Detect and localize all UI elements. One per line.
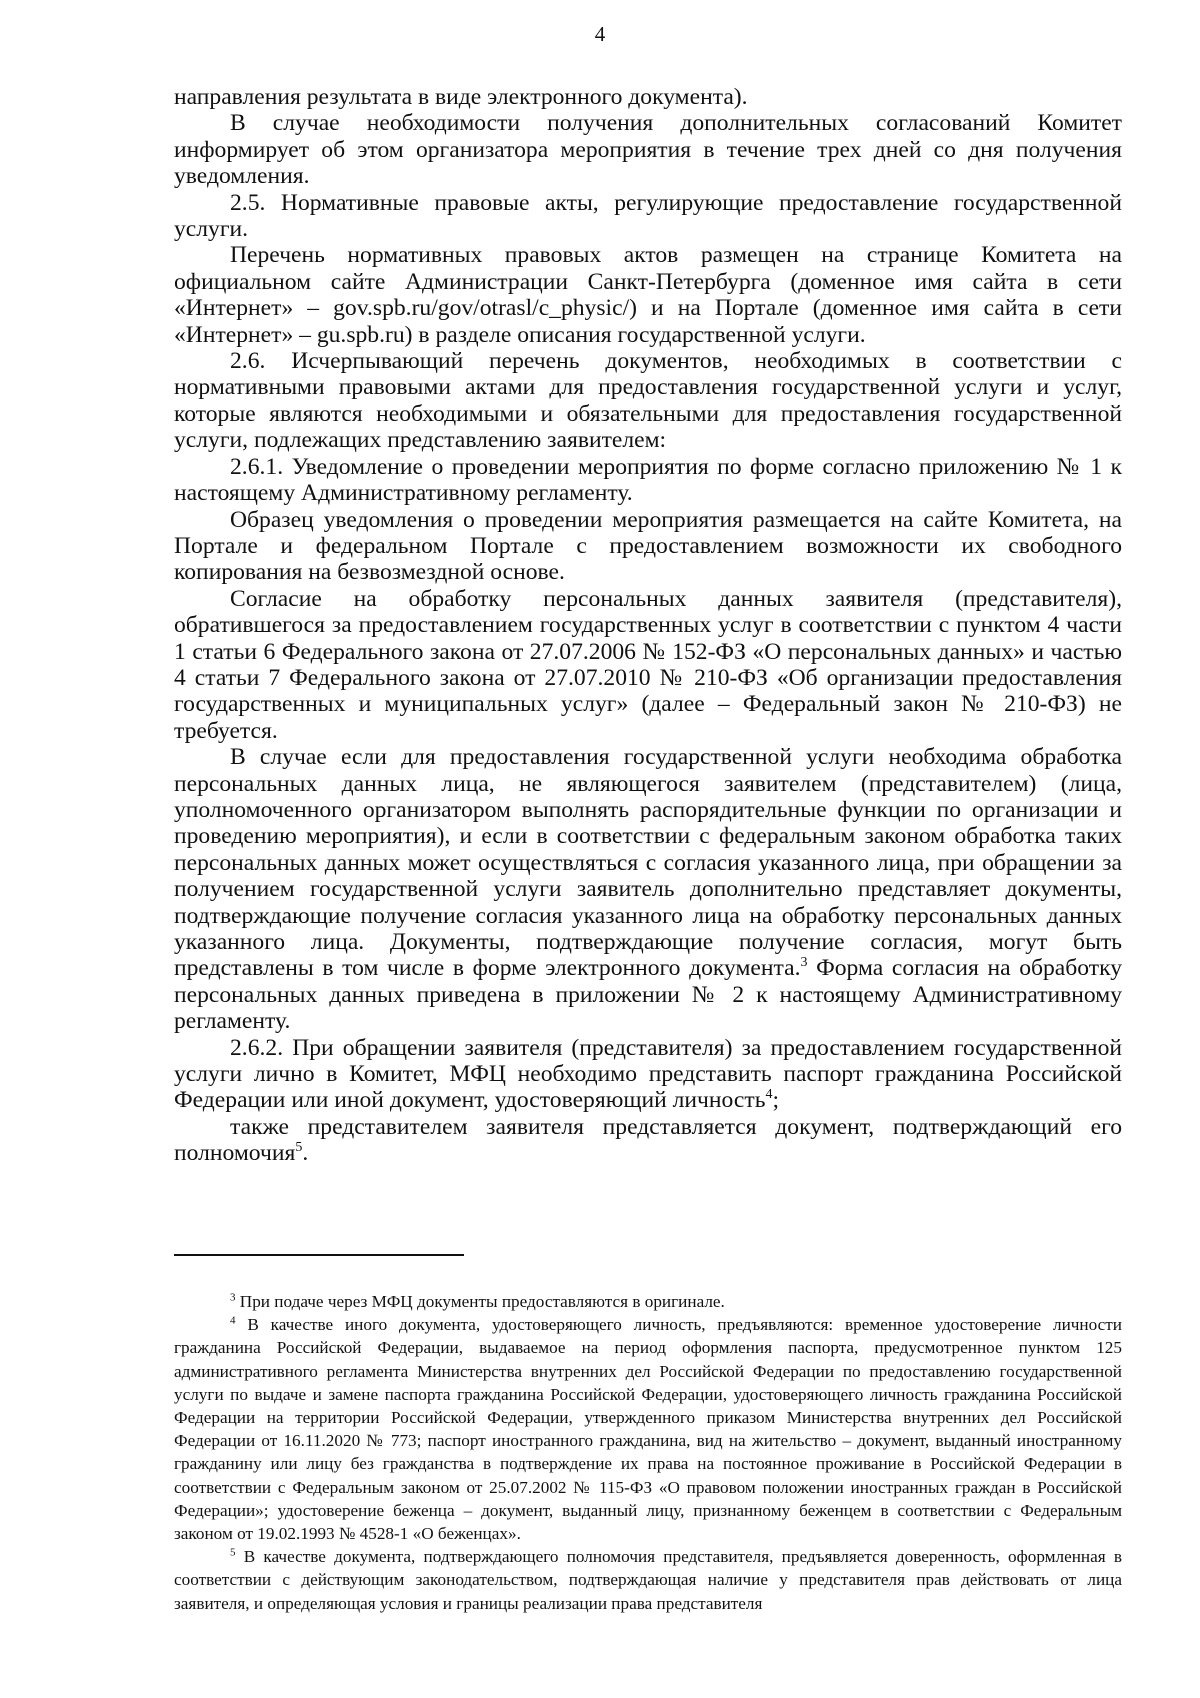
paragraph: 2.6. Исчерпывающий перечень документов, необходимых в соответствии с нормативными правовыми актами для предоставления государственной услуги и услуг, которые являются необходимыми и обязательными для предоставления государственной услуги, подлежащих представлению заявителем:	[174, 348, 1122, 454]
paragraph-text: В случае если для предоставления государственной услуги необходима обработка персональных данных лица, не являющегося заявителем (представителем) (лица, уполномоченного организатором выполнять распорядительные функции по организации и проведению мероприятия), и если в соответствии с федеральным законом обработка таких персональных данных может осуществляться с согласия указанного лица, при обращении за получением государственной услуги заявитель дополнительно представляет документы, подтверждающие получение согласия указанного лица на обработку персональных данных указанного лица. Документы, подтверждающие получение согласия, могут быть представлены в том числе в форме электронного документа.	[174, 744, 1122, 982]
footnote-ref[interactable]: 3	[800, 955, 808, 971]
footnote	[174, 1545, 1122, 1615]
paragraph: Согласие на обработку персональных данных заявителя (представителя), обратившегося за предоставлением государственных услуг в соответствии с пунктом 4 части 1 статьи 6 Федерального закона от 27.07.2006 № 152-ФЗ «О персональных данных» и частью 4 статьи 7 Федерального закона от 27.07.2010 № 210-ФЗ «Об организации предоставления государственных и муниципальных услуг» (далее – Федеральный закон № 210-ФЗ) не требуется.	[174, 585, 1122, 744]
footnote	[174, 1313, 1122, 1545]
footnote-mark: 5	[230, 1546, 236, 1559]
paragraph: 2.6.1. Уведомление о проведении мероприятия по форме согласно приложению № 1 к настоящему Административному регламенту.	[174, 453, 1122, 507]
footnotes	[174, 1290, 1122, 1615]
paragraph: Образец уведомления о проведении мероприятия размещается на сайте Комитета, на Портале и федеральном Портале с предоставлением возможности их свободного копирования на безвозмездной основе.	[174, 506, 1122, 586]
paragraph-text: Форма согласия на обработку персональных данных приведена в приложении № 2 к настоящему Административному регламенту.	[174, 955, 1122, 1035]
paragraph: направления результата в виде электронного документа).	[174, 84, 748, 110]
paragraph-text: ;	[772, 1087, 780, 1114]
page-number: 4	[594, 22, 606, 46]
footnote-text: При подаче через МФЦ документы предоставляются в оригинале.	[235, 1292, 725, 1311]
paragraph	[174, 1114, 1122, 1167]
document-body	[174, 84, 1122, 1167]
paragraph	[174, 744, 1122, 1034]
footnote-text: В качестве иного документа, удостоверяющего личность, предъявляются: временное удостоверение личности гражданина Российской Федерации, выдаваемое на период оформления паспорта, предусмотренное пунктом 125 административного регламента Министерства внутренних дел Российской Федерации по предоставлению государственной услуги по выдаче и замене паспорта гражданина Российской Федерации, удостоверяющего личность гражданина Российской Федерации на территории Российской Федерации, утвержденного приказом Министерства внутренних дел Российской Федерации от 16.11.2020 № 773; паспорт иностранного гражданина, вид на жительство – документ, выданный иностранному гражданину или лицу без гражданства в подтверждение их права на постоянное проживание в Российской Федерации в соответствии с Федеральным законом от 25.07.2002 № 115-ФЗ «О правовом положении иностранных граждан в Российской Федерации»; удостоверение беженца – документ, выданный лицу, признанному беженцем в соответствии с Федеральным законом от 19.02.1993 № 4528-1 «О беженцах».	[174, 1315, 1122, 1544]
footnote-mark: 4	[230, 1314, 236, 1327]
footnote-text: В качестве документа, подтверждающего полномочия представителя, предъявляется доверенность, оформленная в соответствии с действующим законодательством, подтверждающая наличие у представителя прав действовать от лица заявителя, и определяющая условия и границы реализации права представителя	[174, 1547, 1122, 1613]
footnote-ref[interactable]: 5	[295, 1140, 303, 1156]
footnote-mark: 3	[230, 1291, 236, 1304]
paragraph: Перечень нормативных правовых актов размещен на странице Комитета на официальном сайте Администрации Санкт-Петербурга (доменное имя сайта в сети «Интернет» – gov.spb.ru/gov/otrasl/c_physic/) и на Портале (доменное имя сайта в сети «Интернет» – gu.spb.ru) в разделе описания государственной услуги.	[174, 242, 1122, 348]
paragraph: В случае необходимости получения дополнительных согласований Комитет информирует об этом организатора мероприятия в течение трех дней со дня получения уведомления.	[174, 110, 1122, 190]
footnote-separator	[174, 1254, 464, 1256]
footnote-ref[interactable]: 4	[765, 1087, 773, 1103]
paragraph: 2.5. Нормативные правовые акты, регулирующие предоставление государственной услуги.	[174, 189, 1122, 243]
paragraph	[174, 1035, 1122, 1114]
paragraph-text: .	[302, 1140, 309, 1167]
paragraph-text: 2.6.2. При обращении заявителя (представителя) за предоставлением государственной услуги лично в Комитет, МФЦ необходимо представить паспорт гражданина Российской Федерации или иной документ, удостоверяющий личность	[174, 1034, 1122, 1114]
footnote	[174, 1290, 1122, 1313]
paragraph-text: также представителем заявителя представляется документ, подтверждающий его полномочия	[174, 1113, 1122, 1167]
